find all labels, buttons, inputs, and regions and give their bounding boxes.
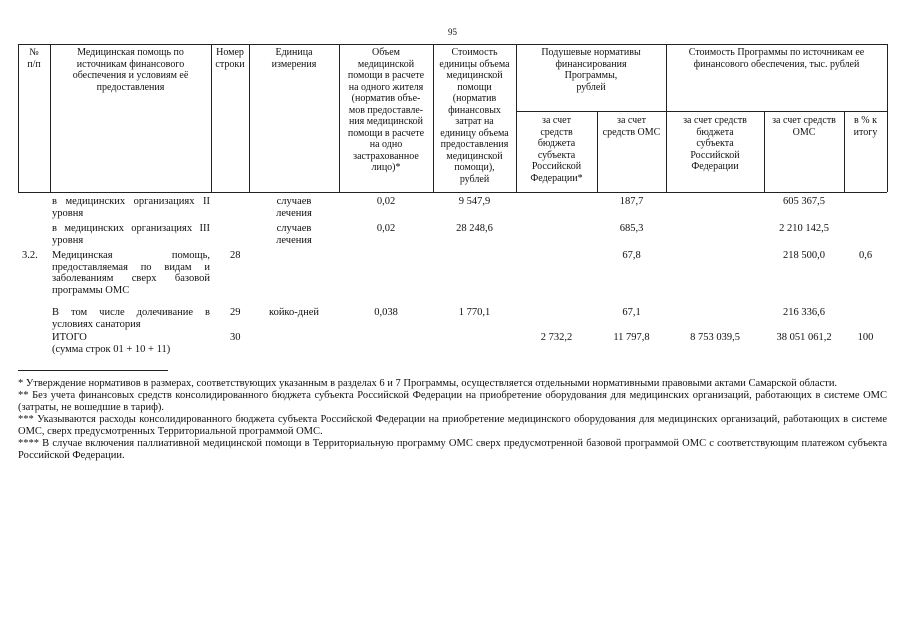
row-unit: койко-дней bbox=[269, 307, 319, 318]
row-prog-oms: 216 336,6 bbox=[783, 307, 825, 318]
row-cost: 9 547,9 bbox=[458, 196, 491, 207]
row-volume: 0,02 bbox=[376, 223, 396, 234]
header-prog-oms: за счет средств ОМС bbox=[772, 115, 836, 138]
footnote: * Утверждение нормативов в размерах, соответствующих указанным в разделах 6 и 7 Программы, осуществляется отдельными нормативными правовыми актами Самарской области. bbox=[18, 378, 838, 389]
row-pct: 0,6 bbox=[858, 250, 873, 261]
row-prog-oms: 2 210 142,5 bbox=[779, 223, 829, 234]
row-cost: 1 770,1 bbox=[458, 307, 491, 318]
row-line-number: 29 bbox=[230, 307, 241, 318]
subheader-divider bbox=[516, 111, 666, 112]
row-label: в медицинских организациях II уровня bbox=[52, 196, 210, 219]
row-prog-budget: 8 753 039,5 bbox=[690, 332, 740, 343]
header-bottom-border bbox=[18, 192, 887, 193]
row-label: В том числе долечивание в условиях санатория bbox=[52, 307, 210, 330]
footnote: **** В случае включения паллиативной медицинской помощи в Территориальную программу ОМС сверх предусмотренной базовой программой ОМС с соответствующим платежом субъекта Российской Федерации. bbox=[18, 438, 887, 461]
header-volume: Объем медицинской помощи в расчете на одного жителя (норматив объе- мов предоставле- ния медицинской помощи в расчете на одно застрахованное лицо)* bbox=[347, 47, 425, 173]
row-line-number: 28 bbox=[230, 250, 241, 261]
header-percap-budget: за счет средств бюджета субъекта Российской Федерации* bbox=[530, 115, 583, 184]
row-percap-budget: 2 732,2 bbox=[540, 332, 573, 343]
page-number: 95 bbox=[448, 27, 457, 37]
header-row: Номер строки bbox=[215, 47, 245, 70]
header-unit: Единица измерения bbox=[271, 47, 317, 70]
header-no: № п/п bbox=[27, 47, 41, 70]
row-prog-oms: 605 367,5 bbox=[783, 196, 825, 207]
row-percap-oms: 685,3 bbox=[619, 223, 644, 234]
row-unit: случаев лечения bbox=[276, 223, 312, 246]
header-percap-oms: за счет средств ОМС bbox=[602, 115, 661, 138]
footnotes bbox=[18, 378, 887, 462]
header-prog-pct: в % к итогу bbox=[853, 115, 878, 138]
row-label: ИТОГО (сумма строк 01 + 10 + 11) bbox=[52, 332, 171, 355]
row-volume: 0,038 bbox=[374, 307, 398, 318]
header-program-cost: Стоимость Программы по источникам ее финансового обеспечения, тыс. рублей bbox=[688, 47, 865, 70]
footnote: *** Указываются расходы консолидированного бюджета субъекта Российской Федерации на приобретение медицинского оборудования для медицинских организаций, работающих в системе ОМС, сверх предусмотренных Территориальной программой ОМС. bbox=[18, 414, 887, 437]
header-percap: Подушевые нормативы финансирования Программы, рублей bbox=[541, 47, 641, 93]
row-percap-oms: 187,7 bbox=[619, 196, 644, 207]
row-label: в медицинских организациях III уровня bbox=[52, 223, 210, 246]
subheader-divider bbox=[666, 111, 887, 112]
header-cost: Стоимость единицы объема медицинской помощи (норматив финансовых затрат на единицу объема предоставления медицинской помощи), рублей bbox=[439, 47, 510, 185]
row-pct: 100 bbox=[857, 332, 874, 343]
table-header bbox=[18, 44, 887, 192]
row-volume: 0,02 bbox=[376, 196, 396, 207]
row-cost: 28 248,6 bbox=[456, 223, 493, 234]
footnote-separator bbox=[18, 370, 168, 371]
footnote: ** Без учета финансовых средств консолидированного бюджета субъекта Российской Федерации на приобретение оборудования для медицинских организаций, работающих в системе ОМС (затраты, не вошедшие в тариф). bbox=[18, 390, 887, 413]
row-percap-oms: 11 797,8 bbox=[613, 332, 650, 343]
row-percap-oms: 67,8 bbox=[622, 250, 641, 261]
header-help: Медицинская помощь по источникам финансового обеспечения и условиям её предоставления bbox=[72, 47, 189, 93]
row-line-number: 30 bbox=[230, 332, 241, 343]
row-prog-oms: 218 500,0 bbox=[783, 250, 825, 261]
header-top-border bbox=[18, 44, 887, 45]
row-number: 3.2. bbox=[22, 250, 38, 261]
header-prog-budget: за счет средств бюджета субъекта Российской Федерации bbox=[683, 115, 747, 172]
row-unit: случаев лечения bbox=[276, 196, 312, 219]
row-prog-oms: 38 051 061,2 bbox=[776, 332, 832, 343]
col-divider bbox=[887, 44, 888, 192]
row-percap-oms: 67,1 bbox=[622, 307, 641, 318]
row-label: Медицинская помощь, предоставляемая по видам и заболеваниям сверх базовой программы ОМС bbox=[52, 250, 210, 296]
